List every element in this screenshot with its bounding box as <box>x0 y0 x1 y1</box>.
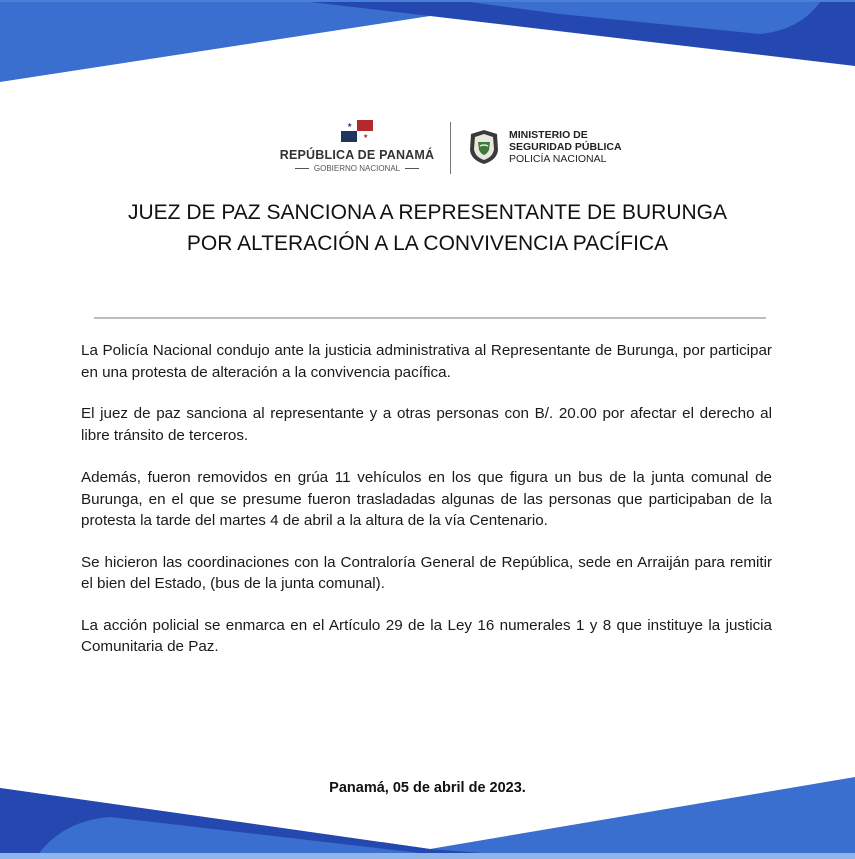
ministerio-line2: SEGURIDAD PÚBLICA <box>509 141 622 153</box>
press-release-title: JUEZ DE PAZ SANCIONA A REPRESENTANTE DE BURUNGA POR ALTERACIÓN A LA CONVIVENCIA PACÍFICA <box>127 201 727 255</box>
logo-divider <box>450 122 451 174</box>
paragraph: La acción policial se enmarca en el Artículo 29 de la Ley 16 numerales 1 y 8 que instituye la justicia Comunitaria de Paz. <box>81 616 772 655</box>
top-wave-decoration <box>0 0 855 100</box>
panama-flag-icon: ★ ★ <box>341 120 373 142</box>
paragraph: El juez de paz sanciona al representante y a otras personas con B/. 20.00 por afectar el derecho al libre tránsito de terceros. <box>81 405 772 444</box>
ministerio-line1: MINISTERIO DE <box>509 129 588 141</box>
paragraph: Se hicieron las coordinaciones con la Contraloría General de República, sede en Arraiján para remitir el bien del Estado, (bus de la junta comunal). <box>81 553 772 592</box>
police-shield-icon <box>467 128 501 166</box>
press-release-body <box>81 340 772 678</box>
gobierno-nacional-label: GOBIERNO NACIONAL <box>278 164 436 173</box>
ministerio-logo <box>467 128 622 166</box>
header-logos <box>0 118 855 178</box>
policia-nacional-label: POLICÍA NACIONAL <box>509 153 607 165</box>
dateline: Panamá, 05 de abril de 2023. <box>329 780 526 796</box>
republica-panama-logo <box>278 118 436 173</box>
republica-name: REPÚBLICA DE PANAMÁ <box>279 148 435 162</box>
title-divider <box>94 317 766 319</box>
paragraph: Además, fueron removidos en grúa 11 vehículos en los que figura un bus de la junta comunal de Burunga, en el que se presume fueron trasladadas algunas de las personas que participaban de la protesta la tarde del martes 4 de abril a la altura de la vía Centenario. <box>81 469 772 529</box>
paragraph: La Policía Nacional condujo ante la justicia administrativa al Representante de Burunga, por participar en una protesta de alteración a la convivencia pacífica. <box>81 342 772 381</box>
bottom-wave-decoration <box>0 749 855 859</box>
